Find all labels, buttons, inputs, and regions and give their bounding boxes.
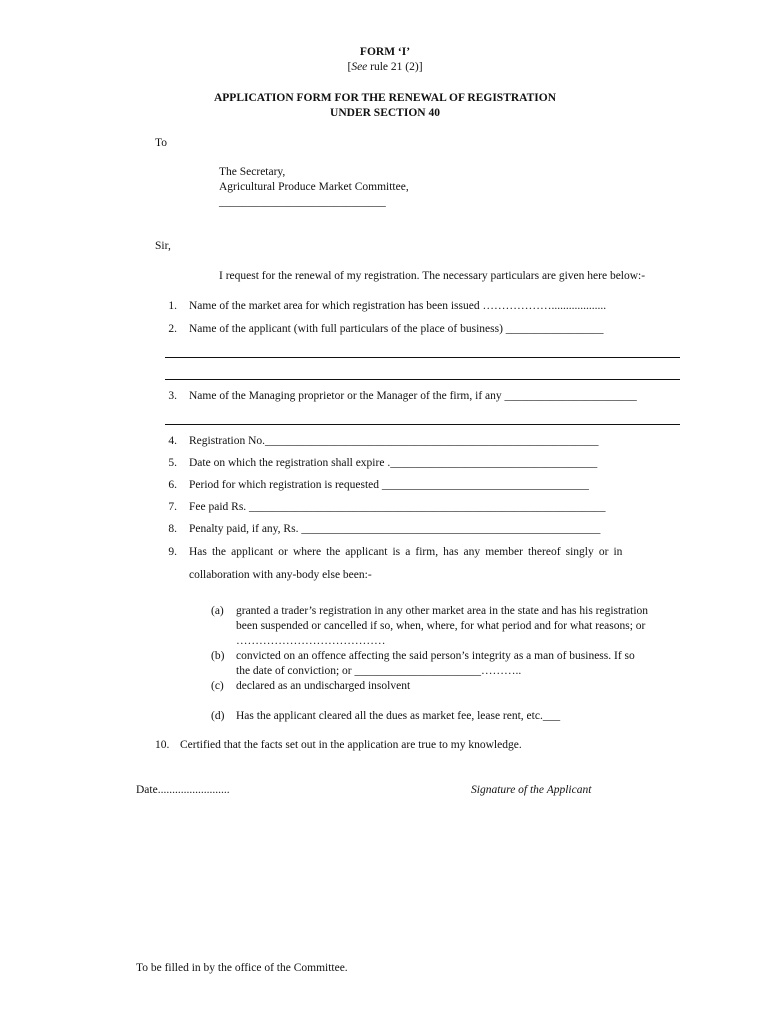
item-8-number: 8. bbox=[168, 523, 177, 535]
to-label: To bbox=[155, 137, 167, 149]
item-4-text: Registration No.__________________________________________________________ bbox=[189, 435, 599, 447]
item-5-number: 5. bbox=[168, 457, 177, 469]
item-3-text: Name of the Managing proprietor or the Manager of the firm, if any _______________________ bbox=[189, 390, 637, 402]
item-7-number: 7. bbox=[168, 501, 177, 513]
item-3-blank-line bbox=[165, 424, 680, 425]
item-10-text: Certified that the facts set out in the application are true to my knowledge. bbox=[180, 739, 522, 751]
intro-paragraph: I request for the renewal of my registration. The necessary particulars are given here below:- bbox=[219, 270, 646, 282]
item-9-text: Has the applicant or where the applicant is a firm, has any member thereof singly or in bbox=[189, 546, 623, 558]
item-8-text: Penalty paid, if any, Rs. ____________________________________________________ bbox=[189, 523, 601, 535]
subitem-b-line2: the date of conviction; or ______________________……….. bbox=[236, 665, 522, 677]
item-2-blank-line-2 bbox=[165, 379, 680, 380]
item-9-number: 9. bbox=[168, 546, 177, 558]
subitem-b-line1: convicted on an offence affecting the said person’s integrity as a man of business. If so bbox=[236, 650, 635, 662]
office-use-note: To be filled in by the office of the Committee. bbox=[136, 962, 348, 974]
item-3-number: 3. bbox=[168, 390, 177, 402]
rule-bracket: [ bbox=[347, 61, 352, 73]
addressee-blank-line: _____________________________ bbox=[219, 196, 386, 208]
addressee-organization: Agricultural Produce Market Committee, bbox=[219, 181, 409, 193]
item-2-text: Name of the applicant (with full particulars of the place of business) _________________ bbox=[189, 323, 604, 335]
subitem-d-line1: Has the applicant cleared all the dues as market fee, lease rent, etc.___ bbox=[236, 710, 561, 722]
item-2-blank-line-1 bbox=[165, 357, 680, 358]
subitem-a-line1: granted a trader’s registration in any other market area in the state and has his registration bbox=[236, 605, 649, 617]
item-7-text: Fee paid Rs. ______________________________________________________________ bbox=[189, 501, 606, 513]
signature-label: Signature of the Applicant bbox=[471, 784, 592, 796]
subitem-a-line3: ………………………………… bbox=[236, 635, 386, 647]
form-title: FORM ‘I’ bbox=[359, 46, 411, 58]
subitem-d-label: (d) bbox=[211, 710, 225, 722]
subitem-a-label: (a) bbox=[211, 605, 224, 617]
rule-reference bbox=[0, 61, 770, 73]
addressee-title: The Secretary, bbox=[219, 166, 286, 178]
item-1-text: Name of the market area for which registration has been issued ………………................... bbox=[189, 300, 607, 312]
item-1-number: 1. bbox=[168, 300, 177, 312]
item-10-number: 10. bbox=[155, 739, 170, 751]
item-6-text: Period for which registration is requested ____________________________________ bbox=[189, 479, 589, 491]
item-6-number: 6. bbox=[168, 479, 177, 491]
form-heading-line2: UNDER SECTION 40 bbox=[330, 107, 440, 119]
subitem-c-label: (c) bbox=[211, 680, 224, 692]
item-5-text: Date on which the registration shall expire .____________________________________ bbox=[189, 457, 598, 469]
item-2-number: 2. bbox=[168, 323, 177, 335]
item-4-number: 4. bbox=[168, 435, 177, 447]
subitem-c-line1: declared as an undischarged insolvent bbox=[236, 680, 411, 692]
subitem-b-label: (b) bbox=[211, 650, 225, 662]
rule-see: See bbox=[351, 61, 368, 73]
form-heading-line1: APPLICATION FORM FOR THE RENEWAL OF REGISTRATION bbox=[213, 92, 557, 104]
subitem-a-line2: been suspended or cancelled if so, when, where, for what period and for what reasons; or bbox=[236, 620, 646, 632]
date-field: Date......................... bbox=[136, 784, 230, 796]
item-9-continuation: collaboration with any-body else been:- bbox=[189, 569, 372, 581]
rule-text: rule 21 (2)] bbox=[367, 61, 423, 73]
salutation: Sir, bbox=[155, 240, 171, 252]
